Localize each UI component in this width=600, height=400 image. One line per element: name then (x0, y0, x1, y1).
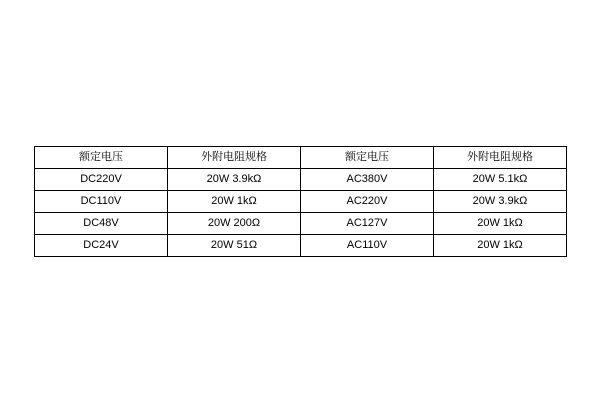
column-header-rated-voltage-dc: 额定电压 (35, 147, 168, 169)
cell-ac-voltage: AC110V (301, 235, 434, 257)
cell-dc-resistor: 20W 200Ω (168, 213, 301, 235)
table-row (35, 235, 567, 257)
cell-ac-voltage: AC127V (301, 213, 434, 235)
cell-ac-resistor: 20W 1kΩ (434, 213, 567, 235)
table-row (35, 169, 567, 191)
cell-ac-voltage: AC220V (301, 191, 434, 213)
cell-dc-resistor: 20W 51Ω (168, 235, 301, 257)
cell-ac-resistor: 20W 1kΩ (434, 235, 567, 257)
column-header-rated-voltage-ac: 额定电压 (301, 147, 434, 169)
cell-dc-voltage: DC24V (35, 235, 168, 257)
cell-dc-voltage: DC48V (35, 213, 168, 235)
spec-table-container (34, 146, 566, 257)
table-row (35, 191, 567, 213)
table-header-row (35, 147, 567, 169)
column-header-resistor-spec-ac: 外附电阻规格 (434, 147, 567, 169)
column-header-resistor-spec-dc: 外附电阻规格 (168, 147, 301, 169)
cell-ac-voltage: AC380V (301, 169, 434, 191)
voltage-resistor-spec-table (34, 146, 567, 257)
cell-ac-resistor: 20W 5.1kΩ (434, 169, 567, 191)
cell-dc-resistor: 20W 1kΩ (168, 191, 301, 213)
cell-ac-resistor: 20W 3.9kΩ (434, 191, 567, 213)
cell-dc-voltage: DC110V (35, 191, 168, 213)
table-row (35, 213, 567, 235)
cell-dc-resistor: 20W 3.9kΩ (168, 169, 301, 191)
cell-dc-voltage: DC220V (35, 169, 168, 191)
